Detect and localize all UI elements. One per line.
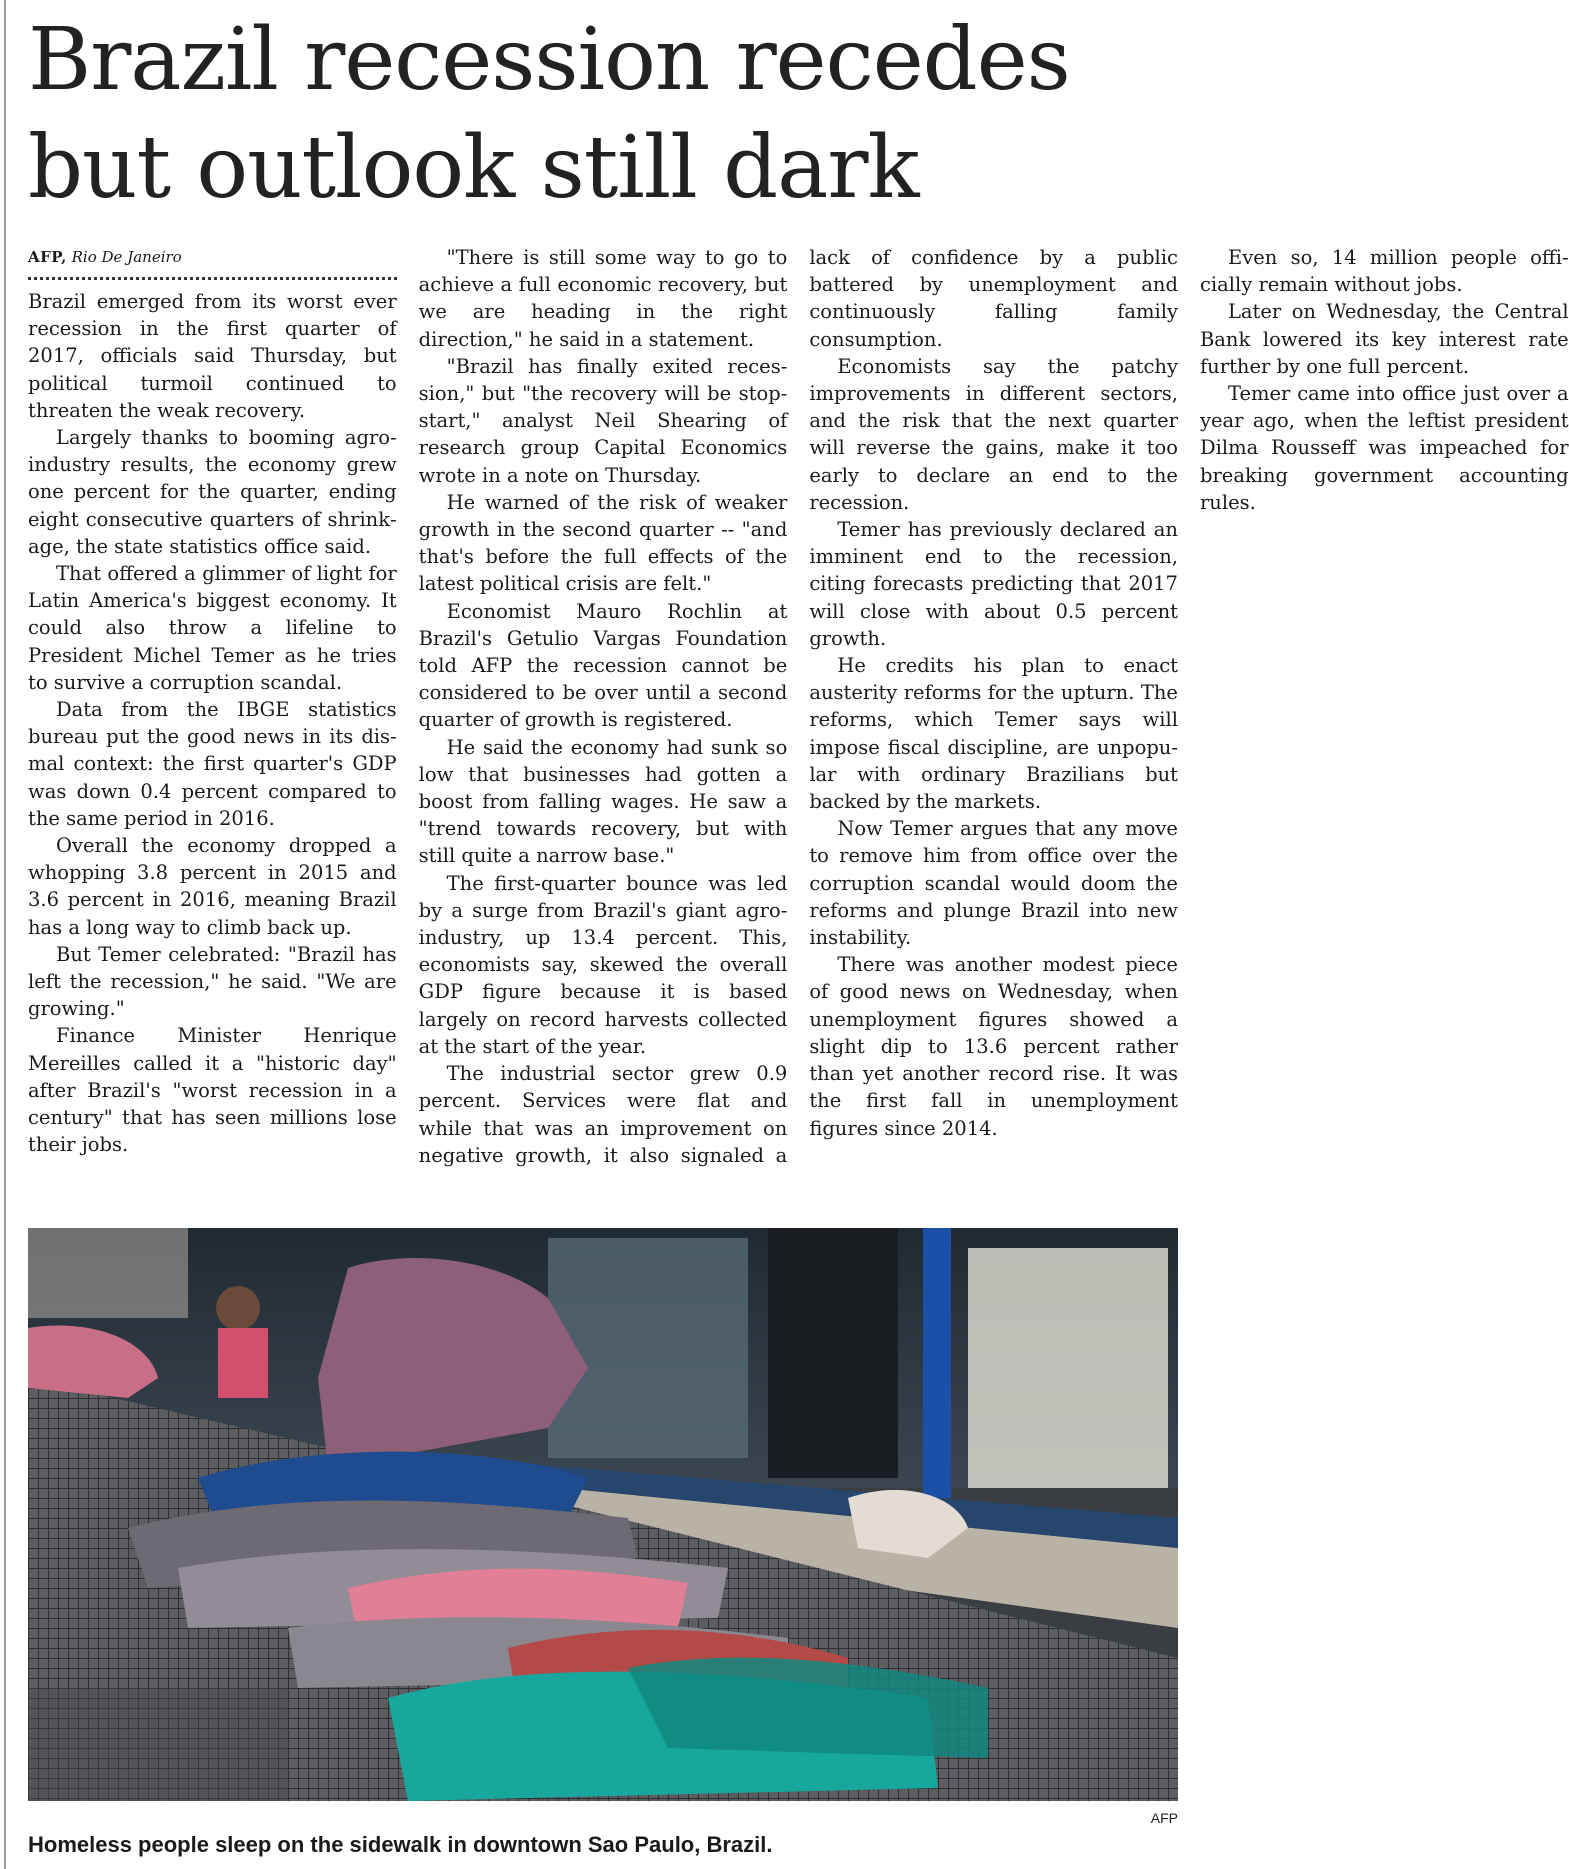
paragraph: Finance Minister Henrique Mereilles called it a "historic day" after Brazil's "worst recession in a century" that has seen millions lose their jobs.: [28, 1024, 397, 1157]
paragraph: Economists say the patchy improvements in different sectors, and the risk that the next quarter will reverse the gains, make it too early to declare an end to the recession.: [809, 354, 1178, 514]
photo-caption: Homeless people sleep on the sidewalk in downtown Sao Paulo, Brazil.: [28, 1832, 773, 1857]
paragraph: Now Temer argues that any move to remove him from office over the corruption scandal would doom the reforms and plunge Brazil into new instability.: [809, 817, 1178, 950]
paragraph: Economist Mauro Rochlin at Brazil's Getulio Vargas Foundation told AFP the recession cannot be considered to be over until a second quarter of growth is registered.: [418, 599, 788, 732]
article-body: [28, 244, 1569, 1189]
paragraph: Even so, 14 million people officially remain without jobs.: [1199, 246, 1569, 297]
news-photo: [28, 1228, 1178, 1801]
paragraph: Later on Wednesday, the Central Bank lowered its key interest rate further by one full percent.: [1199, 300, 1569, 378]
paragraph: "Brazil has finally exited recession," but "the recovery will be stop-start," analyst Neil Shearing of research group Capital Economics wrote in a note on Thursday.: [418, 354, 788, 487]
page-edge-rule: [4, 0, 6, 1869]
paragraph: But Temer celebrated: "Brazil has left the recession," he said. "We are growing.": [28, 942, 397, 1021]
paragraph: There was another modest piece of good news on Wednesday, when unemployment figures showed a slight dip to 13.6 percent rather than yet another record rise. It was the first fall in unemployment figures since 2014.: [809, 953, 1178, 1140]
byline-dotted-rule: [28, 271, 397, 280]
paragraph: The first-quarter bounce was led by a surge from Brazil's giant agro-industry, up 13.4 percent. This, economists say, skewed the overall GDP figure because it is based largely on record harvests collected at the start of the year.: [418, 871, 788, 1058]
headline-line-1: Brazil recession recedes: [28, 10, 1070, 110]
paragraph: He warned of the risk of weaker growth in the second quarter -- "and that's before the full effects of the latest political crisis are felt.": [418, 490, 788, 596]
paragraph: Brazil emerged from its worst ever recession in the first quarter of 2017, officials said Thursday, but political turmoil continued to threaten the weak recovery.: [28, 290, 397, 422]
headline-line-2: but outlook still dark: [28, 118, 919, 218]
paragraph: "There is still some way to go to achieve a full economic recovery, but we are heading in the right direction," he said in a statement.: [418, 246, 788, 351]
paragraph: Temer has previously declared an imminent end to the recession, citing forecasts predicting that 2017 will close with about 0.5 percent growth.: [809, 518, 1178, 650]
paragraph: The industrial sector grew 0.9 percent. Services were flat and while that was an improvement on negative growth, it also signaled a lack of confidence by a public battered by unemployment and continuously falling family consumption.: [418, 246, 1178, 1167]
paragraph: Temer came into office just over a year ago, when the leftist president Dilma Rousseff was impeached for breaking government accounting rules.: [1199, 382, 1569, 514]
photo-credit: AFP: [1150, 1810, 1178, 1826]
byline-agency: AFP,: [28, 248, 67, 266]
paragraph: He said the economy had sunk so low that businesses had gotten a boost from falling wages. He saw a "trend towards recovery, but with still quite a narrow base.": [418, 735, 788, 868]
byline-place: Rio De Janeiro: [71, 248, 182, 266]
headline: [28, 6, 1198, 222]
sidewalk-scene-illustration: [28, 1228, 1178, 1801]
paragraph: Data from the IBGE statistics bureau put the good news in its dismal context: the first quarter's GDP was down 0.4 percent compared to the same period in 2016.: [28, 698, 397, 830]
paragraph: That offered a glimmer of light for Latin America's biggest economy. It could also throw a lifeline to President Michel Temer as he tries to survive a corruption scandal.: [28, 562, 397, 694]
paragraph: Overall the economy dropped a whopping 3.8 percent in 2015 and 3.6 percent in 2016, meaning Brazil has a long way to climb back up.: [28, 834, 397, 939]
paragraph: He credits his plan to enact austerity reforms for the upturn. The reforms, which Temer says will impose fiscal discipline, are unpopular with ordinary Brazilians but backed by the markets.: [809, 654, 1178, 814]
byline: [28, 244, 397, 271]
paragraph: Largely thanks to booming agroindustry results, the economy grew one percent for the quarter, ending eight consecutive quarters of shrinkage, the state statistics office said.: [28, 426, 397, 558]
